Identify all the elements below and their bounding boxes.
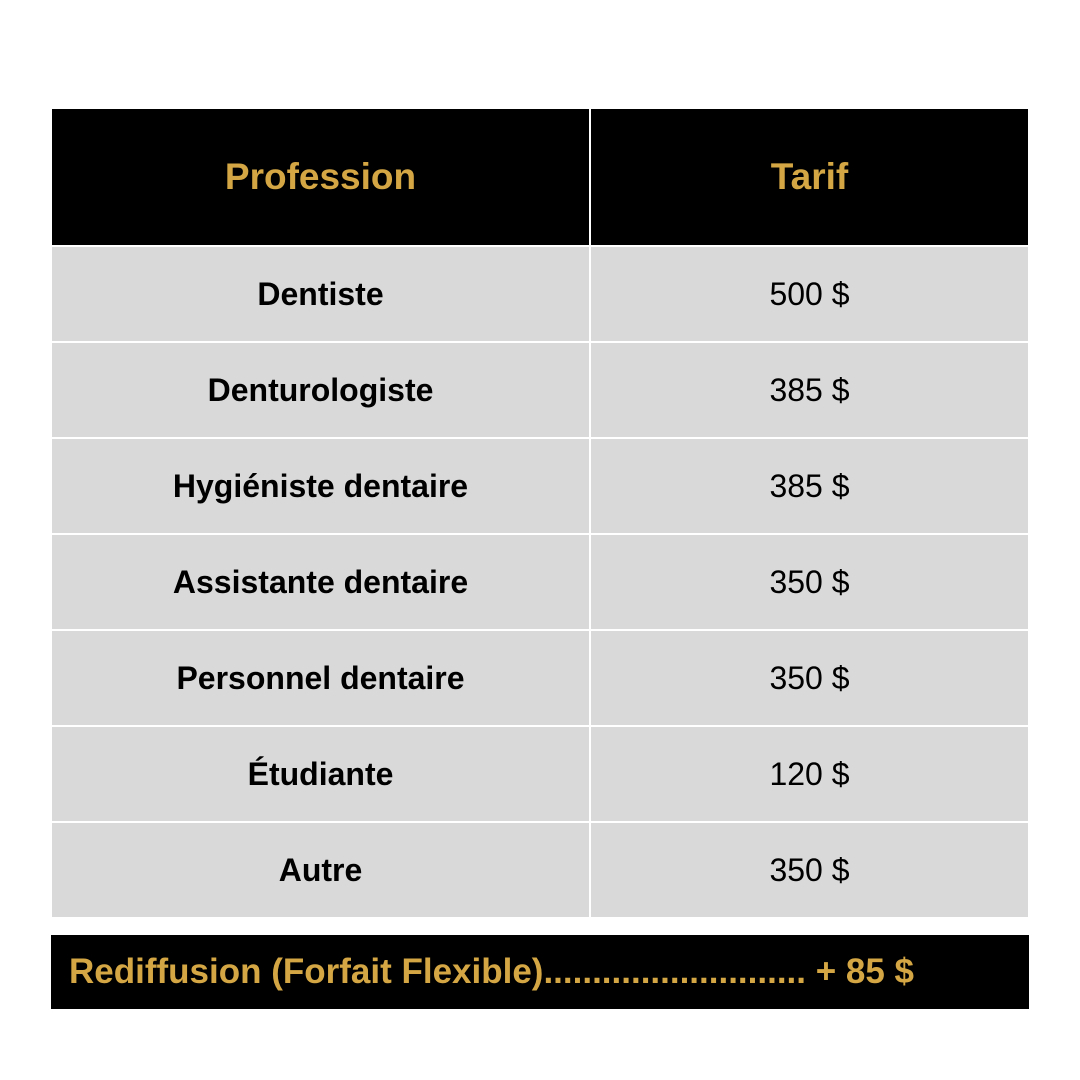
table-header (52, 109, 1028, 246)
table-row (52, 438, 1028, 534)
tarif-cell: 500 $ (590, 246, 1028, 342)
header-tarif: Tarif (590, 109, 1028, 246)
replay-text: Rediffusion (Forfait Flexible)........................... + 85 $ (69, 952, 915, 991)
profession-cell: Autre (52, 822, 590, 917)
tarif-cell: 350 $ (590, 822, 1028, 917)
table-row (52, 246, 1028, 342)
pricing-table (52, 109, 1028, 917)
tarif-cell: 385 $ (590, 342, 1028, 438)
tarif-cell: 120 $ (590, 726, 1028, 822)
profession-cell: Personnel dentaire (52, 630, 590, 726)
table-body (52, 246, 1028, 917)
table-row (52, 342, 1028, 438)
profession-cell: Denturologiste (52, 342, 590, 438)
profession-cell: Hygiéniste dentaire (52, 438, 590, 534)
table-row (52, 726, 1028, 822)
table-row (52, 534, 1028, 630)
replay-banner (51, 935, 1029, 1009)
profession-cell: Dentiste (52, 246, 590, 342)
tarif-cell: 385 $ (590, 438, 1028, 534)
table-row (52, 822, 1028, 917)
header-profession: Profession (52, 109, 590, 246)
profession-cell: Étudiante (52, 726, 590, 822)
table-header-row (52, 109, 1028, 246)
tarif-cell: 350 $ (590, 630, 1028, 726)
profession-cell: Assistante dentaire (52, 534, 590, 630)
table-row (52, 630, 1028, 726)
tarif-cell: 350 $ (590, 534, 1028, 630)
